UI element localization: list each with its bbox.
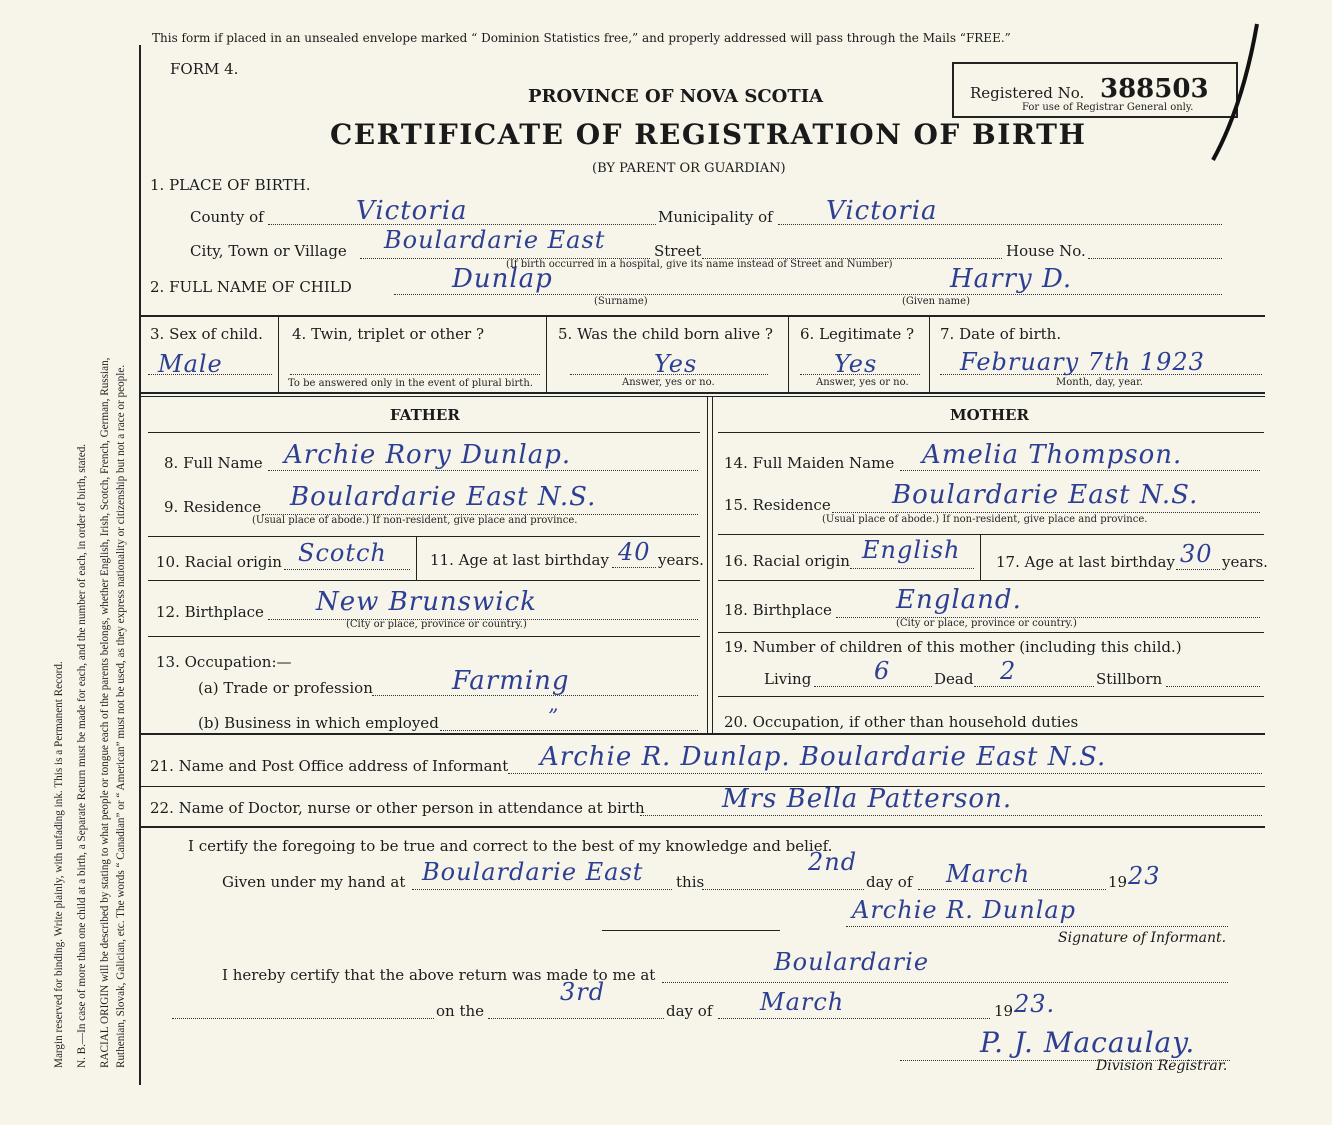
registrar-signature: P. J. Macaulay. xyxy=(980,1026,1196,1059)
given-year: 23 xyxy=(1128,862,1161,890)
registrar-year-prefix: 19 xyxy=(994,1002,1014,1020)
margin-note-nb: N. B.—In case of more than one child at a birth, a Separate Return must be made for each, and the number of each, in order of birth, stated. xyxy=(76,443,88,1068)
father-res-caption: (Usual place of abode.) If non-resident, give place and province. xyxy=(252,515,578,526)
mother-age: 30 xyxy=(1180,540,1213,568)
registrar-leading-line xyxy=(172,1018,434,1019)
registrar-year: 23. xyxy=(1014,990,1056,1018)
mother-race: English xyxy=(862,536,961,564)
rule xyxy=(148,636,700,637)
street-label: Street xyxy=(654,242,702,260)
page-title: CERTIFICATE OF REGISTRATION OF BIRTH xyxy=(330,118,1087,151)
registrar-place: Boulardarie xyxy=(774,948,930,976)
county-value: Victoria xyxy=(356,196,468,226)
registrar-statement: I hereby certify that the above return was made to me at xyxy=(222,966,656,984)
rule xyxy=(148,536,700,537)
doctor-line xyxy=(640,815,1262,816)
mother-bp-label: 18. Birthplace xyxy=(724,601,832,619)
registrar-day: 3rd xyxy=(560,978,606,1006)
house-label: House No. xyxy=(1006,242,1086,260)
dob-label: 7. Date of birth. xyxy=(940,325,1062,343)
mother-bp-caption: (City or place, province or country.) xyxy=(896,618,1077,629)
rule xyxy=(718,696,1264,697)
hospital-note: (If birth occurred in a hospital, give its name instead of Street and Number) xyxy=(506,259,893,270)
rule xyxy=(718,632,1264,633)
registered-no-label: Registered No. xyxy=(970,84,1085,102)
mother-res-caption: (Usual place of abode.) If non-resident, give place and province. xyxy=(822,514,1148,525)
mother-birthplace: England. xyxy=(896,585,1022,615)
given-place-line xyxy=(412,889,672,890)
twin-label: 4. Twin, triplet or other ? xyxy=(292,325,484,343)
legit-value: Yes xyxy=(834,350,878,378)
rule xyxy=(148,580,700,581)
subtitle: (BY PARENT OR GUARDIAN) xyxy=(592,161,786,176)
stillborn-label: Stillborn xyxy=(1096,670,1163,688)
legit-label: 6. Legitimate ? xyxy=(800,325,915,343)
given-month: March xyxy=(946,860,1031,888)
registration-box xyxy=(952,62,1238,118)
registered-no-value: 388503 xyxy=(1100,74,1209,104)
doctor-label: 22. Name of Doctor, nurse or other person in attendance at birth xyxy=(150,799,645,817)
child-given-name: Harry D. xyxy=(950,264,1073,294)
parents-divider xyxy=(707,397,708,733)
twin-note: To be answered only in the event of plural birth. xyxy=(288,378,533,389)
county-label: County of xyxy=(190,208,264,226)
alive-caption: Answer, yes or no. xyxy=(622,377,715,388)
father-bp-caption: (City or place, province or country.) xyxy=(346,619,527,630)
given-day: 2nd xyxy=(808,848,858,876)
child-name-line xyxy=(394,294,1222,295)
child-surname: Dunlap xyxy=(452,264,553,294)
mother-name: Amelia Thompson. xyxy=(922,440,1183,470)
registrar-month: March xyxy=(760,988,845,1016)
divider xyxy=(788,315,789,392)
divider xyxy=(929,315,930,392)
father-bp-label: 12. Birthplace xyxy=(156,603,264,621)
father-trade-label: (a) Trade or profession xyxy=(198,679,373,697)
month-line xyxy=(918,889,1106,890)
on-the-label: on the xyxy=(436,1002,485,1020)
margin-note-racial-2: Ruthenian, Slovak, Galician, etc. The words “ Canadian” or “ American” must not be used, as they express nationality or citizenship but not a race or people. xyxy=(115,364,127,1068)
father-age-label: 11. Age at last birthday xyxy=(430,551,609,569)
father-name-line xyxy=(268,470,698,471)
mother-name-label: 14. Full Maiden Name xyxy=(724,454,895,472)
signature-line xyxy=(846,926,1228,927)
registrar-day-of: day of xyxy=(666,1002,713,1020)
father-business: ” xyxy=(548,704,560,728)
city-label: City, Town or Village xyxy=(190,242,347,260)
registrar-caption: Division Registrar. xyxy=(1096,1058,1228,1074)
city-value: Boulardarie East xyxy=(384,226,606,254)
mother-name-line xyxy=(900,470,1260,471)
living-label: Living xyxy=(764,670,812,688)
living-value: 6 xyxy=(874,657,891,685)
given-place: Boulardarie East xyxy=(422,858,644,886)
place-of-birth-heading: 1. PLACE OF BIRTH. xyxy=(150,176,311,194)
divider xyxy=(980,534,981,580)
alive-value: Yes xyxy=(654,350,698,378)
father-age: 40 xyxy=(618,538,651,566)
surname-caption: (Surname) xyxy=(594,296,648,307)
twin-line xyxy=(290,374,540,375)
day-of-label: day of xyxy=(866,873,913,891)
rule xyxy=(718,534,1264,535)
father-res-label: 9. Residence xyxy=(164,498,262,516)
father-race-line xyxy=(284,569,410,570)
this-label: this xyxy=(676,873,705,891)
living-line xyxy=(814,686,932,687)
given-caption: (Given name) xyxy=(902,296,970,307)
dob-caption: Month, day, year. xyxy=(1056,377,1143,388)
year-prefix: 19 xyxy=(1108,873,1128,891)
form-number: FORM 4. xyxy=(170,60,239,78)
father-years: years. xyxy=(658,551,704,569)
dead-line xyxy=(974,686,1094,687)
registrar-month-line xyxy=(718,1018,990,1019)
mother-heading: MOTHER xyxy=(950,406,1029,424)
children-label: 19. Number of children of this mother (including this child.) xyxy=(724,638,1182,656)
signature-caption: Signature of Informant. xyxy=(1058,930,1227,946)
left-border xyxy=(139,45,141,1085)
rule xyxy=(141,786,1265,787)
mother-occ-label: 20. Occupation, if other than household duties xyxy=(724,713,1079,731)
registrar-day-line xyxy=(488,1018,664,1019)
day-line xyxy=(702,889,864,890)
father-business-line xyxy=(440,730,698,731)
municipality-value: Victoria xyxy=(826,196,938,226)
margin-note-binding: Margin reserved for binding. Write plainly, with unfading ink. This is a Permanent Record. xyxy=(53,661,65,1068)
margin-note-racial-1: RACIAL ORIGIN will be described by stating to what people or tongue each of the parents belongs, whether English, Irish, Scotch, French, German, Russian, xyxy=(99,357,111,1068)
sex-label: 3. Sex of child. xyxy=(150,325,263,343)
divider xyxy=(546,315,547,392)
certify-statement: I certify the foregoing to be true and correct to the best of my knowledge and belief. xyxy=(188,837,833,855)
doctor-value: Mrs Bella Patterson. xyxy=(722,784,1013,814)
father-birthplace: New Brunswick xyxy=(316,587,537,617)
informant-label: 21. Name and Post Office address of Informant xyxy=(150,757,509,775)
dead-label: Dead xyxy=(934,670,974,688)
rule-parents-top-2 xyxy=(141,396,1265,397)
alive-label: 5. Was the child born alive ? xyxy=(558,325,773,343)
house-line xyxy=(1088,258,1222,259)
parents-divider-2 xyxy=(712,397,713,733)
province-heading: PROVINCE OF NOVA SCOTIA xyxy=(528,86,824,107)
mother-res-line xyxy=(832,512,1260,513)
mother-age-line xyxy=(1176,569,1220,570)
father-business-label: (b) Business in which employed xyxy=(198,714,439,732)
father-occ-label: 13. Occupation:— xyxy=(156,653,292,671)
given-under-label: Given under my hand at xyxy=(222,873,406,891)
registrar-use-note: For use of Registrar General only. xyxy=(1022,102,1194,113)
mother-years: years. xyxy=(1222,553,1268,571)
rule xyxy=(718,580,1264,581)
rule-certification-top xyxy=(141,826,1265,828)
sex-value: Male xyxy=(158,350,223,378)
father-residence: Boulardarie East N.S. xyxy=(290,482,597,512)
mother-residence: Boulardarie East N.S. xyxy=(892,480,1199,510)
informant-value: Archie R. Dunlap. Boulardarie East N.S. xyxy=(540,742,1107,772)
mailing-note: This form if placed in an unsealed envelope marked “ Dominion Statistics free,” and properly addressed will pass through the Mails “FREE.” xyxy=(152,31,1011,45)
father-race: Scotch xyxy=(298,539,387,567)
registrar-place-line xyxy=(662,982,1228,983)
father-name: Archie Rory Dunlap. xyxy=(284,440,572,470)
dob-value: February 7th 1923 xyxy=(960,348,1205,376)
short-rule xyxy=(602,930,780,931)
rule-top-row xyxy=(141,315,1265,317)
father-heading: FATHER xyxy=(390,406,460,424)
dead-value: 2 xyxy=(1000,657,1017,685)
mother-age-label: 17. Age at last birthday xyxy=(996,553,1175,571)
mother-race-line xyxy=(850,568,974,569)
child-name-label: 2. FULL NAME OF CHILD xyxy=(150,278,352,296)
father-trade: Farming xyxy=(452,666,570,696)
mother-race-label: 16. Racial origin xyxy=(724,552,850,570)
father-age-line xyxy=(612,567,656,568)
father-race-label: 10. Racial origin xyxy=(156,553,282,571)
rule-parents-bottom xyxy=(141,733,1265,735)
mother-res-label: 15. Residence xyxy=(724,496,831,514)
informant-signature: Archie R. Dunlap xyxy=(852,896,1077,924)
stillborn-line xyxy=(1166,686,1260,687)
mother-heading-rule xyxy=(718,432,1264,433)
ink-slash-mark xyxy=(1205,20,1275,170)
father-heading-rule xyxy=(148,432,700,433)
informant-line xyxy=(508,773,1262,774)
legit-caption: Answer, yes or no. xyxy=(816,377,909,388)
father-name-label: 8. Full Name xyxy=(164,454,263,472)
municipality-label: Municipality of xyxy=(658,208,773,226)
divider xyxy=(416,536,417,580)
rule-parents-top xyxy=(141,392,1265,394)
divider xyxy=(278,315,279,392)
